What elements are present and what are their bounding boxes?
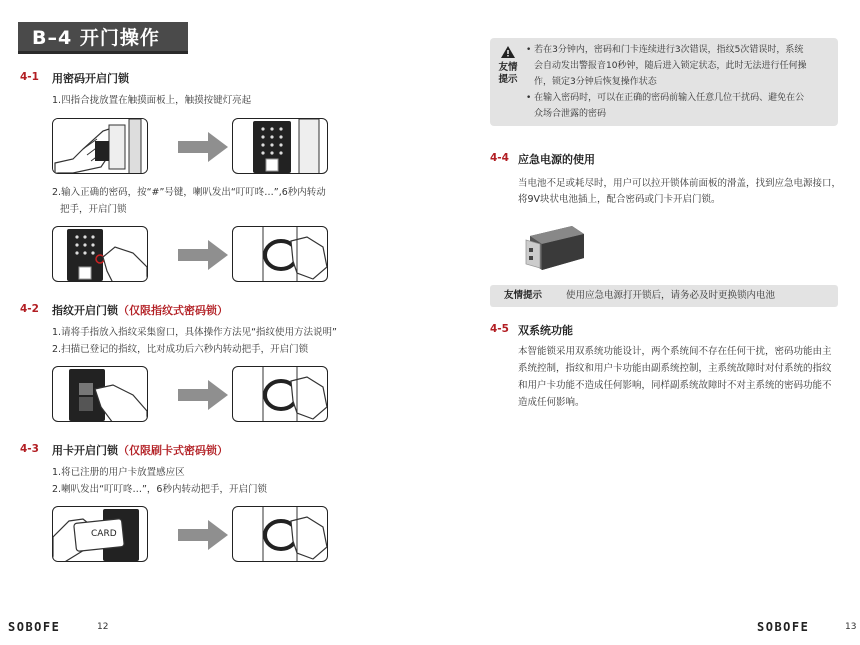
illustration-turn-handle xyxy=(232,226,328,282)
step-text: 1.请将手指放入指纹采集窗口，具体操作方法见“指纹使用方法说明” xyxy=(52,327,337,338)
section-number-4-4: 4-4 xyxy=(490,152,509,164)
tip-bullet-1: • 若在3分钟内，密码和门卡连续进行3次错误，指纹5次错误时，系统 会自动发出警报音10秒钟，随后进入锁定状态，此时无法进行任何操 作，锁定3分钟后恢复操作状态 xyxy=(526,45,807,87)
battery-9v-image xyxy=(524,218,588,274)
page-number-left: 12 xyxy=(97,622,109,632)
tip-bullet-2: • 在输入密码时，可以在正确的密码前输入任意几位干扰码、避免在公 众场合泄露的密码 xyxy=(526,93,805,119)
illustration-keypad-lit xyxy=(232,118,328,174)
section-title-4-5: 双系统功能 xyxy=(518,324,573,337)
tip-label: 友情 提示 xyxy=(498,62,518,85)
section-number-4-3: 4-3 xyxy=(20,443,39,455)
tip-bar-text: 使用应急电源打开锁后，请务必及时更换锁内电池 xyxy=(566,290,776,301)
brand-logo: SOBOFE xyxy=(757,620,810,634)
illustration-fingerprint-scan xyxy=(52,366,148,422)
step-text: 2.喇叭发出“叮叮咚…”，6秒内转动把手，开启门锁 xyxy=(52,484,267,495)
section-number-4-5: 4-5 xyxy=(490,323,509,335)
section-number-4-2: 4-2 xyxy=(20,303,39,315)
section-title-4-3: 用卡开启门锁（仅限刷卡式密码锁） xyxy=(52,444,228,457)
illustration-enter-password xyxy=(52,226,148,282)
section-number-4-1: 4-1 xyxy=(20,71,39,83)
arrow-right-icon xyxy=(178,240,228,270)
tip-box xyxy=(490,38,838,126)
card-label: CARD xyxy=(91,529,117,539)
illustration-turn-handle xyxy=(232,506,328,562)
step-text: 1.将已注册的用户卡放置感应区 xyxy=(52,467,185,478)
arrow-right-icon xyxy=(178,132,228,162)
section-title-4-1: 用密码开启门锁 xyxy=(52,72,129,85)
section-body-4-4: 当电池不足或耗尽时，用户可以拉开锁体前面板的滑盖，找到应急电源接口， 将9V块状电池插上，配合密码或门卡开启门锁。 xyxy=(518,178,842,205)
section-body-4-5: 本智能锁采用双系统功能设计，两个系统间不存在任何干扰，密码功能由主 系统控制，指纹和用户卡功能由副系统控制，主系统故障时对付系统的指纹 和用户卡功能不造成任何影响，同样副系统故障时不对主系统的密码功能不 造成任何影响。 xyxy=(518,346,832,408)
tip-bar xyxy=(490,285,838,307)
arrow-right-icon xyxy=(178,520,228,550)
page-number-right: 13 xyxy=(845,622,857,632)
arrow-right-icon xyxy=(178,380,228,410)
step-text: 2.扫描已登记的指纹，比对成功后六秒内转动把手，开启门锁 xyxy=(52,344,309,355)
section-title-4-4: 应急电源的使用 xyxy=(518,153,595,166)
illustration-card-tap xyxy=(52,506,148,562)
tip-bar-label: 友情提示 xyxy=(504,290,543,301)
brand-logo: SOBOFE xyxy=(8,620,61,634)
step-text: 1.四指合拢放置在触摸面板上，触摸按键灯亮起 xyxy=(52,95,252,106)
section-title-4-2: 指纹开启门锁（仅限指纹式密码锁） xyxy=(52,304,228,317)
warning-icon xyxy=(501,46,515,58)
step-text: 把手，开启门锁 xyxy=(60,204,127,215)
page-title: B–4 开门操作 xyxy=(18,22,188,54)
illustration-turn-handle xyxy=(232,366,328,422)
illustration-touch-panel xyxy=(52,118,148,174)
step-text: 2.输入正确的密码，按“#”号键，喇叭发出“叮叮咚…”,6秒内转动 xyxy=(52,187,326,198)
